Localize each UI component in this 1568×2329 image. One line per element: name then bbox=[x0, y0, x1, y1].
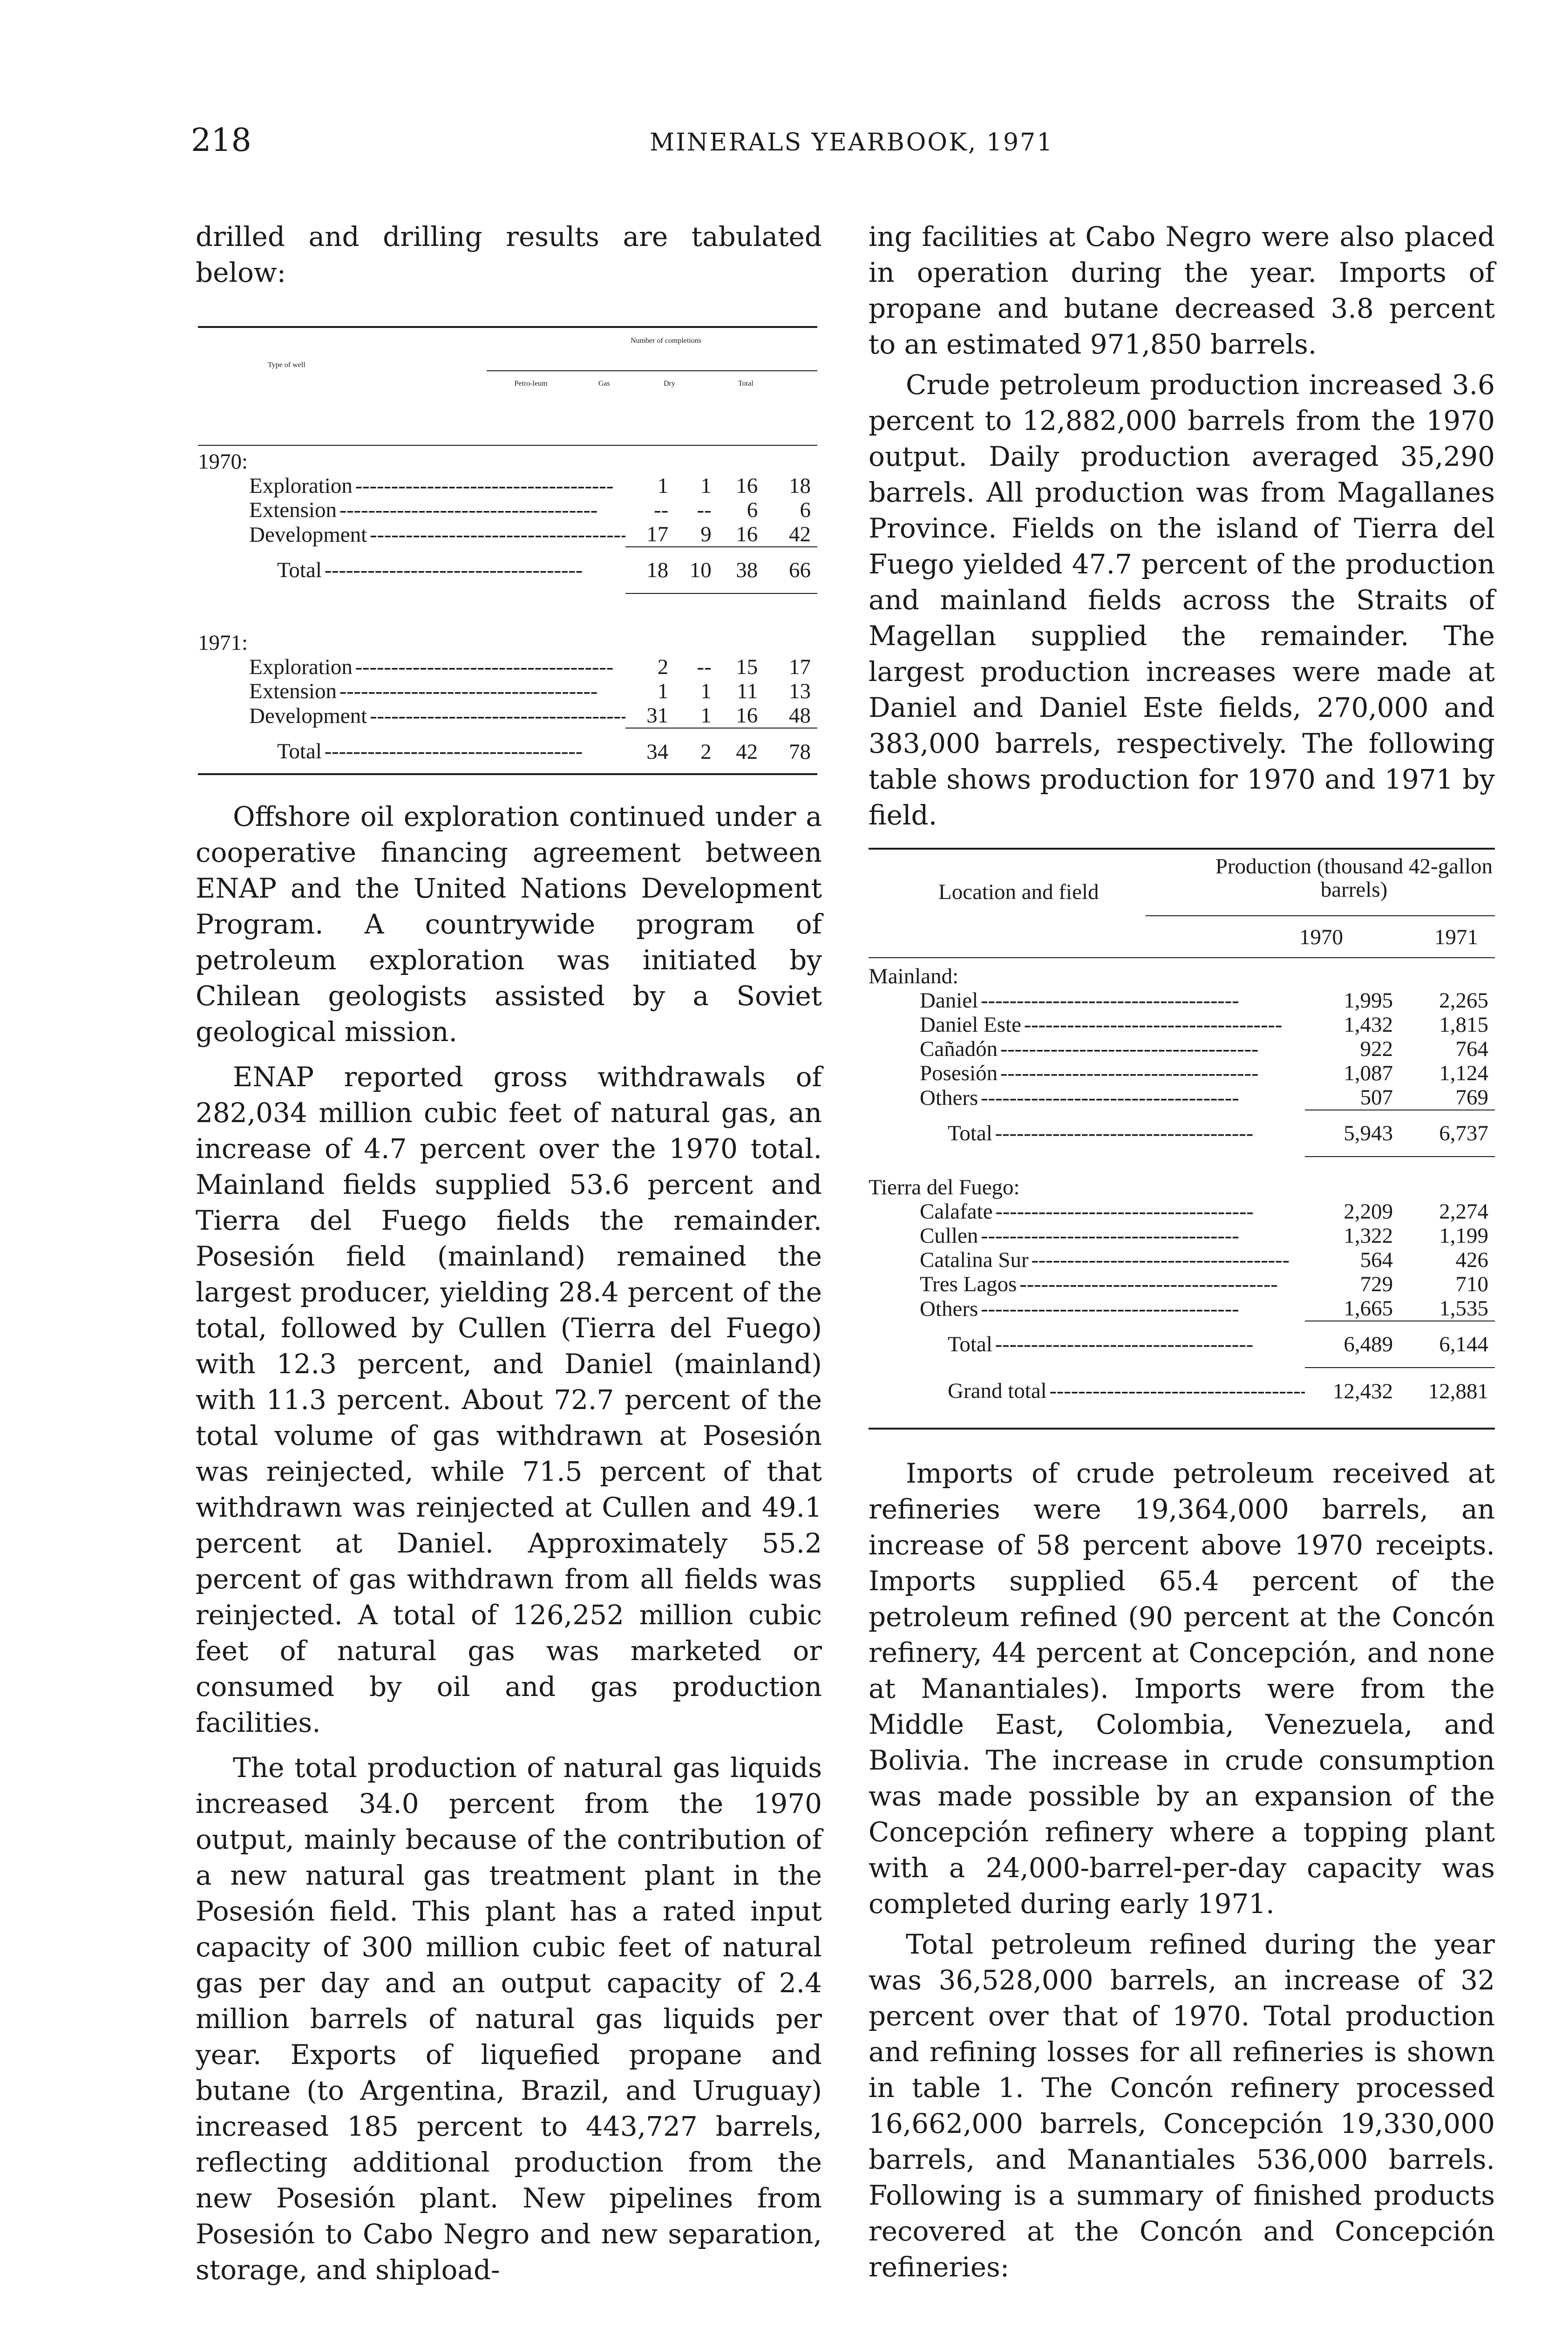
paragraph-ngl: The total production of natural gas liquids increased 34.0 percent from the 1970 output, mainly because of the contribution of a new natural gas treatment plant in the Posesión field. This plant has a rated input capacity of 300 million cubic feet of natural gas per day and an output capacity of 2.4 million barrels of natural gas liquids per year. Exports of liquefied propane and butane (to Argentina, Brazil, and Uruguay) increased 185 percent to 443,727 barrels, reflecting additional production from the new Posesión plant. New pipelines from Posesión to Cabo Negro and new separation, storage, and shipload- bbox=[196, 1752, 822, 2286]
cell: 12,881 bbox=[1399, 1368, 1495, 1414]
cell: 1,322 bbox=[1344, 1224, 1393, 1248]
total-label: Total - - - bbox=[869, 1110, 1305, 1157]
field-label: Cañadón - - - bbox=[869, 1037, 1305, 1061]
group-row bbox=[869, 964, 1495, 988]
cell: 1 bbox=[657, 474, 669, 498]
field-label: Others - - - bbox=[869, 1296, 1305, 1321]
paragraph-crude-production: Crude petroleum production increased 3.6 percent to 12,882,000 barrels from the 1970 output. Daily production averaged 35,290 barrels. All production was from Magallanes Province. Fields on the island of Tierra del Fuego yielded 47.7 percent of the production and mainland fields across the Straits of Magellan supplied the remainder. The largest production increases were made at Daniel and Daniel Este fields, 270,000 and 383,000 barrels, respectively. The following table shows production for 1970 and 1971 by field. bbox=[869, 369, 1495, 831]
cell: 48 bbox=[789, 703, 811, 728]
cell: 31 bbox=[646, 703, 669, 728]
field-label: Cullen - - - bbox=[869, 1224, 1305, 1248]
table-row bbox=[869, 1296, 1495, 1321]
cell: 764 bbox=[1455, 1037, 1488, 1061]
wells-table-header bbox=[198, 333, 817, 445]
cell: 2 bbox=[675, 728, 718, 775]
cell: 18 bbox=[789, 474, 811, 498]
cell: 769 bbox=[1455, 1085, 1488, 1110]
table-row bbox=[869, 1037, 1495, 1061]
cell: 6,489 bbox=[1305, 1321, 1399, 1368]
wells-bottom-rule bbox=[198, 773, 817, 775]
left-intro bbox=[196, 219, 822, 291]
cell: 42 bbox=[718, 728, 765, 775]
year-row bbox=[198, 631, 817, 655]
cell: 2 bbox=[657, 655, 669, 679]
cell: 16 bbox=[736, 522, 758, 546]
col-1970: 1970 bbox=[1299, 925, 1343, 949]
cell: 1 bbox=[700, 703, 712, 728]
col-total: Total bbox=[738, 380, 753, 388]
cell: 729 bbox=[1360, 1272, 1393, 1296]
production-top-rule bbox=[869, 848, 1495, 850]
year-label: 1970: bbox=[198, 449, 248, 474]
cell: 922 bbox=[1360, 1037, 1393, 1061]
cell: 6 bbox=[747, 498, 758, 522]
table-row bbox=[198, 522, 817, 547]
cell: 2,265 bbox=[1439, 988, 1488, 1013]
cell: 564 bbox=[1360, 1248, 1393, 1272]
table-row bbox=[869, 1013, 1495, 1037]
paragraph-imports: Imports of crude petroleum received at refineries were 19,364,000 barrels, an increase of 58 percent above 1970 receipts. Imports supplied 65.4 percent of the petroleum refined (90 percent at the Concón refinery, 44 percent at Concepción, and none at Manantiales). Imports were from the Middle East, Colombia, Venezuela, and Bolivia. The increase in crude consumption was made possible by an expansion of the Concepción refinery where a topping plant with a 24,000-barrel-per-day capacity was completed during early 1971. bbox=[869, 1457, 1495, 1920]
row-label: Development - - - bbox=[198, 522, 625, 547]
total-label: Total - - - bbox=[198, 547, 625, 593]
cell: 1,535 bbox=[1439, 1296, 1488, 1321]
total-label: Total - - - bbox=[869, 1321, 1305, 1368]
table-row bbox=[869, 1061, 1495, 1085]
cell: 1,665 bbox=[1344, 1296, 1393, 1321]
cell: 11 bbox=[737, 679, 758, 703]
wells-body bbox=[198, 449, 817, 775]
total-row bbox=[869, 1110, 1495, 1157]
production-bottom-rule bbox=[869, 1428, 1495, 1430]
group-row bbox=[869, 1175, 1495, 1199]
cell: 1,199 bbox=[1439, 1224, 1488, 1248]
col-location-field: Location and field bbox=[938, 880, 1099, 904]
year-row bbox=[198, 449, 817, 474]
col-gas: Gas bbox=[598, 380, 610, 388]
col-dry: Dry bbox=[664, 380, 675, 388]
cell: 2,274 bbox=[1439, 1199, 1488, 1224]
table-row bbox=[198, 474, 817, 498]
total-row bbox=[869, 1321, 1495, 1368]
cell: 6,144 bbox=[1399, 1321, 1495, 1368]
page-number: 218 bbox=[191, 122, 251, 159]
running-title: MINERALS YEARBOOK, 1971 bbox=[650, 129, 1054, 157]
table-row bbox=[869, 988, 1495, 1013]
left-body bbox=[196, 799, 822, 2288]
cell: 17 bbox=[789, 655, 811, 679]
paragraph-continuation: ing facilities at Cabo Negro were also placed in operation during the year. Imports of propane and butane decreased 3.8 percent to an estimated 971,850 barrels. bbox=[869, 221, 1495, 360]
wells-table bbox=[198, 333, 817, 445]
cell: 12,432 bbox=[1305, 1368, 1399, 1414]
cell: 6 bbox=[800, 498, 811, 522]
total-label: Total - - - bbox=[198, 728, 625, 775]
cell: 42 bbox=[789, 522, 811, 546]
cell: 1,432 bbox=[1344, 1013, 1393, 1037]
field-label: Tres Lagos - - - bbox=[869, 1272, 1305, 1296]
table-row bbox=[198, 679, 817, 703]
cell: 34 bbox=[625, 728, 675, 775]
row-label: Extension - - - bbox=[198, 498, 625, 522]
table-row bbox=[869, 1272, 1495, 1296]
col-production-group: Production (thousand 42-gallon barrels) bbox=[1215, 854, 1493, 902]
table-row bbox=[198, 498, 817, 522]
table-row bbox=[869, 1224, 1495, 1248]
cell: 15 bbox=[736, 655, 758, 679]
cell: 1 bbox=[700, 679, 712, 703]
cell: 66 bbox=[764, 547, 817, 593]
cell: 18 bbox=[625, 547, 675, 593]
cell: 1 bbox=[700, 474, 712, 498]
total-row bbox=[198, 547, 817, 593]
row-label: Exploration - - - bbox=[198, 655, 625, 679]
grand-total-label: Grand total - - - bbox=[869, 1368, 1305, 1414]
right-body bbox=[869, 1456, 1495, 2285]
cell: 1,087 bbox=[1344, 1061, 1393, 1085]
year-label: 1971: bbox=[198, 631, 248, 655]
col-petroleum: Petro-leum bbox=[514, 380, 548, 388]
cell: 6,737 bbox=[1399, 1110, 1495, 1157]
cell: -- bbox=[697, 498, 712, 522]
cell: 9 bbox=[700, 522, 712, 546]
col-1971: 1971 bbox=[1434, 925, 1478, 949]
cell: 2,209 bbox=[1344, 1199, 1393, 1224]
header-subrule bbox=[487, 370, 817, 371]
cell: -- bbox=[653, 498, 669, 522]
row-label: Exploration - - - bbox=[198, 474, 625, 498]
wells-header-rule bbox=[198, 445, 817, 446]
production-header-rule bbox=[1146, 915, 1495, 916]
cell: 1 bbox=[657, 679, 669, 703]
total-row bbox=[198, 728, 817, 775]
table-row bbox=[869, 1199, 1495, 1224]
cell: 16 bbox=[736, 474, 758, 498]
row-label: Development - - - bbox=[198, 703, 625, 728]
col-type-of-well: Type of well bbox=[268, 361, 305, 369]
cell: 78 bbox=[764, 728, 817, 775]
group-label: Mainland: bbox=[869, 964, 959, 988]
cell: 710 bbox=[1455, 1272, 1488, 1296]
cell: 38 bbox=[718, 547, 765, 593]
cell: 13 bbox=[789, 679, 811, 703]
paragraph-offshore: Offshore oil exploration continued under a cooperative financing agreement between ENAP and the United Nations Development Program. A countrywide program of petroleum exploration was initiated by Chilean geologists assisted by a Soviet geological mission. bbox=[196, 801, 822, 1048]
cell: 507 bbox=[1360, 1085, 1393, 1110]
production-table-header bbox=[869, 852, 1495, 913]
cell: 1,124 bbox=[1439, 1061, 1488, 1085]
row-label: Extension - - - bbox=[198, 679, 625, 703]
field-label: Posesión - - - bbox=[869, 1061, 1305, 1085]
grand-total-row bbox=[869, 1368, 1495, 1414]
field-label: Calafate - - - bbox=[869, 1199, 1305, 1224]
cell: 426 bbox=[1455, 1248, 1488, 1272]
production-subheader-rule bbox=[869, 957, 1495, 958]
cell: 10 bbox=[675, 547, 718, 593]
field-label: Catalina Sur - - - bbox=[869, 1248, 1305, 1272]
table-row bbox=[198, 703, 817, 728]
table-row bbox=[869, 1248, 1495, 1272]
paragraph-refined: Total petroleum refined during the year was 36,528,000 barrels, an increase of 32 percent over that of 1970. Total production and refining losses for all refineries is shown in table 1. The Concón refinery processed 16,662,000 barrels, Concepción 19,330,000 barrels, and Manantiales 536,000 barrels. Following is a summary of finished products recovered at the Concón and Concepción refineries: bbox=[869, 1928, 1495, 2283]
table-row bbox=[198, 655, 817, 679]
cell: 1,995 bbox=[1344, 988, 1393, 1013]
field-label: Daniel - - - bbox=[869, 988, 1305, 1013]
field-label: Others - - - bbox=[869, 1085, 1305, 1110]
cell: 17 bbox=[646, 522, 669, 546]
col-number-of-completions: Number of completions bbox=[631, 337, 701, 345]
paragraph-enap-gas: ENAP reported gross withdrawals of 282,034 million cubic feet of natural gas, an increase of 4.7 percent over the 1970 total. Mainland fields supplied 53.6 percent and Tierra del Fuego fields the remainder. Posesión field (mainland) remained the largest producer, yielding 28.4 percent of the total, followed by Cullen (Tierra del Fuego) with 12.3 percent, and Daniel (mainland) with 11.3 percent. About 72.7 percent of the total volume of gas withdrawn at Posesión was reinjected, while 71.5 percent of that withdrawn was reinjected at Cullen and 49.1 percent at Daniel. Approximately 55.2 percent of gas withdrawn from all fields was reinjected. A total of 126,252 million cubic feet of natural gas was marketed or consumed by oil and gas production facilities. bbox=[196, 1061, 822, 1738]
cell: 1,815 bbox=[1439, 1013, 1488, 1037]
cell: 16 bbox=[736, 703, 758, 728]
table-top-rule bbox=[198, 326, 817, 328]
intro-paragraph: drilled and drilling results are tabulated below: bbox=[196, 221, 822, 288]
field-label: Daniel Este - - - bbox=[869, 1013, 1305, 1037]
cell: -- bbox=[697, 655, 712, 679]
table-row bbox=[869, 1085, 1495, 1110]
right-top bbox=[869, 219, 1495, 833]
production-body bbox=[869, 964, 1495, 1414]
cell: 5,943 bbox=[1305, 1110, 1399, 1157]
group-label: Tierra del Fuego: bbox=[869, 1175, 1020, 1199]
